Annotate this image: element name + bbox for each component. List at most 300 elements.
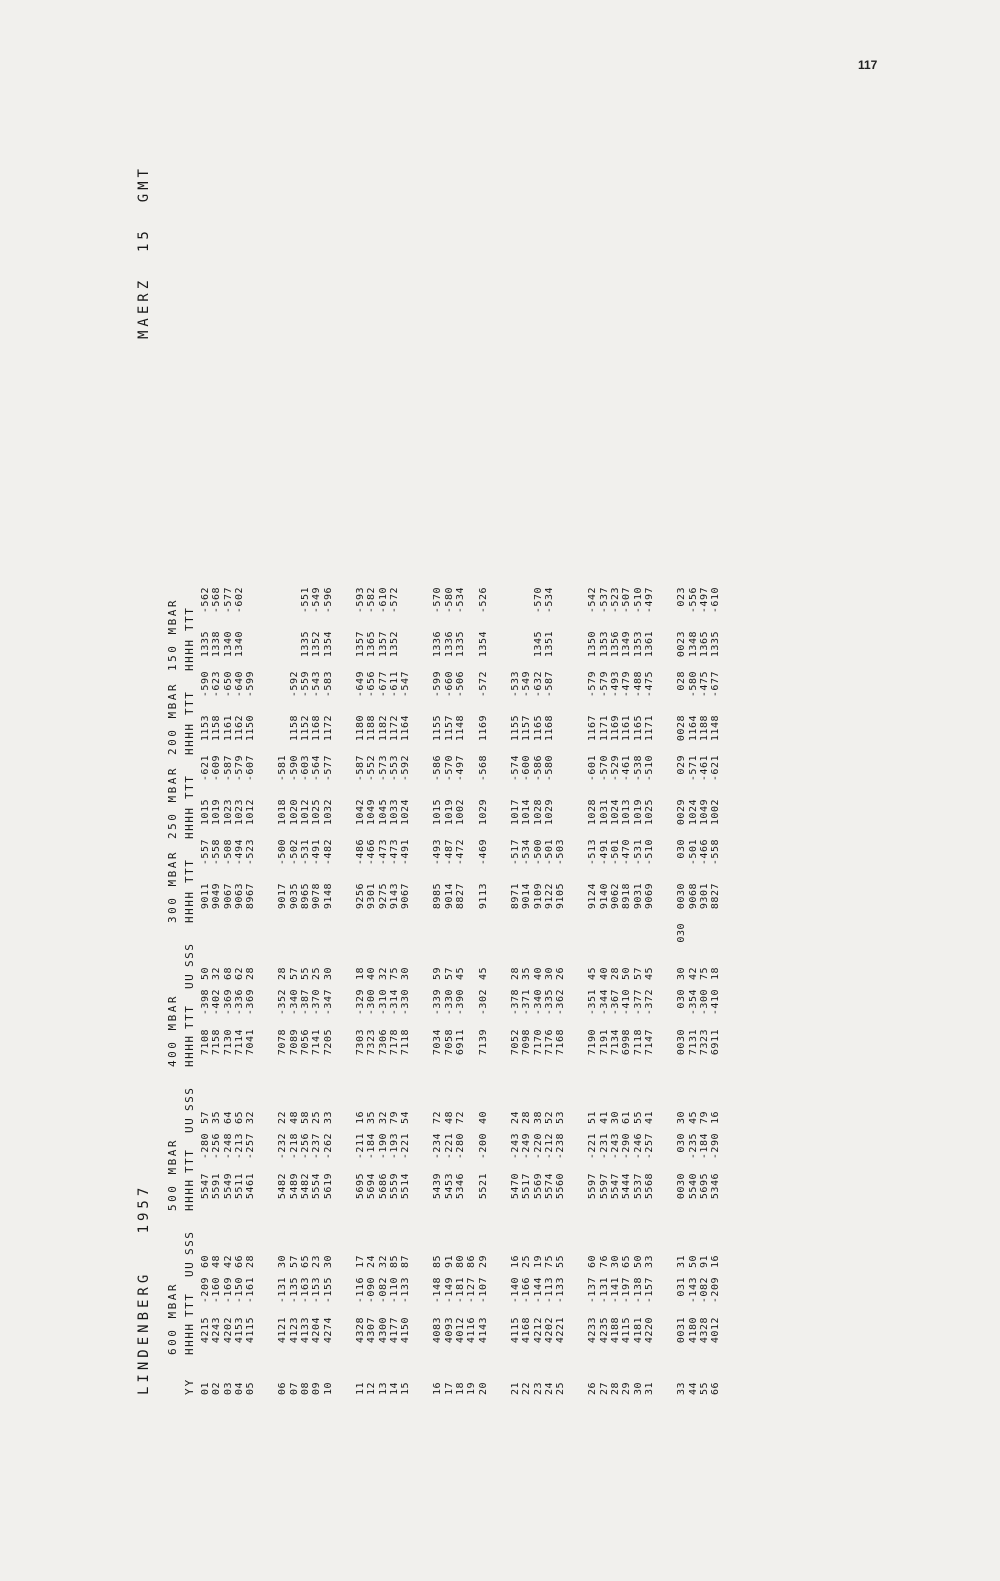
day-cell: 22: [521, 1381, 533, 1395]
value-cell: 4307: [366, 1317, 378, 1344]
value-cell: -572: [477, 671, 489, 698]
value-cell: 28: [277, 967, 289, 981]
value-cell: 30: [322, 1255, 334, 1269]
value-cell: [610, 923, 621, 967]
value-cell: -507: [621, 587, 633, 614]
value-cell: -553: [388, 755, 400, 782]
value-cell: [466, 671, 477, 715]
value-cell: 1023: [222, 799, 234, 826]
value-cell: 7089: [288, 1029, 300, 1056]
value-cell: 38: [532, 1111, 544, 1125]
value-cell: 1028: [587, 799, 599, 826]
value-cell: 1361: [643, 631, 655, 658]
day-cell: 23: [532, 1381, 544, 1395]
value-cell: [644, 923, 655, 967]
value-cell: -148: [432, 1277, 444, 1304]
value-cell: [533, 923, 544, 967]
day-cell: 02: [211, 1381, 223, 1395]
value-cell: 51: [587, 1111, 599, 1125]
value-cell: -549: [311, 587, 323, 614]
value-cell: [587, 1067, 598, 1111]
value-cell: -131: [598, 1277, 610, 1304]
value-cell: [355, 1211, 366, 1255]
value-cell: -558: [710, 839, 722, 866]
value-cell: [300, 1211, 311, 1255]
value-cell: [466, 1211, 477, 1255]
value-cell: 9078: [311, 883, 323, 910]
value-cell: -582: [366, 587, 378, 614]
value-cell: [710, 1211, 721, 1255]
day-cell: 26: [587, 1381, 599, 1395]
value-cell: [311, 1067, 322, 1111]
value-cell: 62: [233, 967, 245, 981]
value-cell: [223, 1067, 234, 1111]
value-cell: 1029: [477, 799, 489, 826]
value-cell: -257: [245, 1133, 257, 1160]
day-cell: 12: [366, 1381, 378, 1395]
value-cell: 29: [477, 1255, 489, 1269]
value-cell: 1024: [400, 799, 412, 826]
value-cell: 1168: [311, 715, 323, 742]
table-row: [587, 587, 598, 1395]
column-header: SSS: [183, 1086, 196, 1111]
value-cell: 1352: [311, 631, 323, 658]
value-cell: [633, 1211, 644, 1255]
value-cell: [533, 1211, 544, 1255]
value-cell: -220: [532, 1133, 544, 1160]
value-cell: 1157: [443, 715, 455, 742]
value-cell: 1045: [377, 799, 389, 826]
day-cell: 28: [610, 1381, 622, 1395]
value-cell: -533: [509, 671, 521, 698]
table-row: [478, 587, 489, 1395]
value-cell: -577: [322, 755, 334, 782]
value-cell: 30: [676, 1111, 688, 1125]
value-cell: [400, 1211, 411, 1255]
value-cell: 4221: [555, 1317, 567, 1344]
day-cell: 18: [455, 1381, 467, 1395]
value-cell: -677: [377, 671, 389, 698]
value-cell: [400, 1067, 411, 1111]
value-cell: 7205: [322, 1029, 334, 1056]
value-cell: -246: [632, 1133, 644, 1160]
value-cell: 65: [300, 1255, 312, 1269]
value-cell: 030: [676, 1133, 688, 1153]
day-cell: 27: [598, 1381, 610, 1395]
value-cell: [587, 1211, 598, 1255]
value-cell: -677: [710, 671, 722, 698]
value-cell: -580: [443, 587, 455, 614]
value-cell: 65: [621, 1255, 633, 1269]
value-cell: -362: [555, 989, 567, 1016]
value-cell: 7176: [543, 1029, 555, 1056]
value-cell: 9063: [233, 883, 245, 910]
value-cell: [211, 1067, 222, 1111]
value-cell: 30: [676, 967, 688, 981]
value-cell: 1336: [443, 631, 455, 658]
value-cell: 0030: [676, 1029, 688, 1056]
value-cell: 48: [288, 1111, 300, 1125]
value-cell: [444, 1067, 455, 1111]
value-cell: -367: [610, 989, 622, 1016]
column-header: SSS: [183, 1230, 196, 1255]
value-cell: -140: [509, 1277, 521, 1304]
value-cell: -200: [477, 1133, 489, 1160]
value-cell: -221: [443, 1133, 455, 1160]
value-cell: -211: [354, 1133, 366, 1160]
value-cell: 1353: [632, 631, 644, 658]
value-cell: -155: [322, 1277, 334, 1304]
value-cell: -354: [687, 989, 699, 1016]
value-cell: 9140: [598, 883, 610, 910]
value-cell: -543: [311, 671, 323, 698]
value-cell: -542: [587, 587, 599, 614]
value-cell: -602: [233, 587, 245, 614]
value-cell: [599, 1211, 610, 1255]
value-cell: 35: [211, 1111, 223, 1125]
value-cell: 4133: [300, 1317, 312, 1344]
value-cell: 5694: [366, 1173, 378, 1200]
value-cell: 7139: [477, 1029, 489, 1056]
value-cell: 30: [610, 1111, 622, 1125]
table-row: [644, 587, 655, 1395]
value-cell: 4243: [211, 1317, 223, 1344]
value-cell: -190: [377, 1133, 389, 1160]
value-cell: -660: [443, 671, 455, 698]
table-row: [234, 587, 245, 1395]
day-cell: 04: [233, 1381, 245, 1395]
table-row: [688, 587, 699, 1395]
day-cell: 10: [322, 1381, 334, 1395]
value-cell: [555, 587, 566, 631]
value-cell: [521, 587, 532, 631]
value-cell: 1188: [366, 715, 378, 742]
value-cell: -369: [222, 989, 234, 1016]
value-cell: 1017: [509, 799, 521, 826]
value-cell: 41: [598, 1111, 610, 1125]
value-cell: -632: [532, 671, 544, 698]
value-cell: 8971: [509, 883, 521, 910]
value-cell: 7158: [211, 1029, 223, 1056]
value-cell: 4204: [311, 1317, 323, 1344]
value-cell: -640: [233, 671, 245, 698]
column-header: UU: [183, 972, 196, 989]
value-cell: 1002: [455, 799, 467, 826]
value-cell: [234, 1067, 245, 1111]
value-cell: -556: [687, 587, 699, 614]
value-cell: -570: [443, 755, 455, 782]
value-cell: -330: [443, 989, 455, 1016]
value-cell: 1012: [300, 799, 312, 826]
value-cell: [366, 923, 377, 967]
value-cell: -339: [432, 989, 444, 1016]
value-cell: [234, 1211, 245, 1255]
value-cell: -486: [354, 839, 366, 866]
value-cell: 4212: [532, 1317, 544, 1344]
value-cell: -501: [687, 839, 699, 866]
value-cell: -609: [211, 755, 223, 782]
value-cell: 91: [443, 1255, 455, 1269]
value-cell: [200, 923, 211, 967]
value-cell: 1020: [288, 799, 300, 826]
value-cell: [466, 715, 477, 755]
value-cell: [510, 631, 521, 671]
value-cell: -110: [388, 1277, 400, 1304]
value-cell: 4093: [443, 1317, 455, 1344]
day-cell: 11: [354, 1381, 366, 1395]
value-cell: 7056: [300, 1029, 312, 1056]
value-cell: 25: [311, 967, 323, 981]
value-cell: 7078: [277, 1029, 289, 1056]
value-cell: 61: [621, 1111, 633, 1125]
value-cell: [277, 1067, 288, 1111]
value-cell: [378, 923, 389, 967]
value-cell: [710, 1067, 721, 1111]
value-cell: 28: [245, 1255, 257, 1269]
value-cell: [366, 1067, 377, 1111]
column-header: UU: [183, 1260, 196, 1277]
value-cell: -336: [233, 989, 245, 1016]
value-cell: -502: [288, 839, 300, 866]
value-cell: 5346: [455, 1173, 467, 1200]
value-cell: -579: [233, 755, 245, 782]
value-cell: -347: [322, 989, 334, 1016]
value-cell: -506: [455, 671, 467, 698]
value-cell: -573: [377, 755, 389, 782]
value-cell: -243: [610, 1133, 622, 1160]
column-header: HHHH: [183, 722, 196, 755]
value-cell: 28: [521, 1111, 533, 1125]
value-cell: [323, 923, 334, 967]
value-cell: 4233: [587, 1317, 599, 1344]
value-cell: 1049: [698, 799, 710, 826]
value-cell: -523: [610, 587, 622, 614]
value-cell: -587: [354, 755, 366, 782]
value-cell: 66: [233, 1255, 245, 1269]
value-cell: -475: [698, 671, 710, 698]
value-cell: -534: [455, 587, 467, 614]
value-cell: -587: [543, 671, 555, 698]
value-cell: 4115: [509, 1317, 521, 1344]
value-cell: [466, 1067, 477, 1111]
value-cell: [289, 1211, 300, 1255]
table-row: [444, 587, 455, 1395]
value-cell: -234: [432, 1133, 444, 1160]
value-cell: 1188: [698, 715, 710, 742]
value-cell: 64: [222, 1111, 234, 1125]
value-cell: 1165: [532, 715, 544, 742]
value-cell: [234, 923, 245, 967]
value-cell: -487: [443, 839, 455, 866]
value-cell: -193: [388, 1133, 400, 1160]
value-cell: -579: [587, 671, 599, 698]
value-cell: -510: [632, 587, 644, 614]
day-cell: 08: [300, 1381, 312, 1395]
value-cell: 75: [543, 1255, 555, 1269]
value-cell: 5453: [443, 1173, 455, 1200]
value-cell: [466, 1029, 477, 1067]
value-cell: -184: [366, 1133, 378, 1160]
value-cell: 85: [432, 1255, 444, 1269]
value-cell: -410: [621, 989, 633, 1016]
value-cell: -410: [710, 989, 722, 1016]
day-cell: 13: [377, 1381, 389, 1395]
value-cell: [633, 923, 644, 967]
value-cell: -590: [200, 671, 211, 698]
table-row: [599, 587, 610, 1395]
day-cell: 15: [400, 1381, 412, 1395]
value-cell: 7108: [200, 1029, 211, 1056]
value-cell: -513: [587, 839, 599, 866]
value-cell: -623: [211, 671, 223, 698]
value-cell: 7052: [509, 1029, 521, 1056]
table-row: [366, 587, 377, 1395]
value-cell: 4168: [521, 1317, 533, 1344]
value-cell: -580: [687, 671, 699, 698]
value-cell: 7168: [555, 1029, 567, 1056]
value-cell: -237: [311, 1133, 323, 1160]
value-cell: 1019: [211, 799, 223, 826]
value-cell: 5540: [687, 1173, 699, 1200]
value-cell: -517: [509, 839, 521, 866]
value-cell: 30: [277, 1255, 289, 1269]
value-cell: -472: [455, 839, 467, 866]
value-cell: 1172: [322, 715, 334, 742]
column-header: HHHH: [183, 1322, 196, 1355]
value-cell: -621: [200, 755, 211, 782]
value-cell: 7190: [587, 1029, 599, 1056]
value-cell: 28: [509, 967, 521, 981]
value-cell: [599, 1067, 610, 1111]
value-cell: [466, 1133, 477, 1173]
value-cell: 4181: [632, 1317, 644, 1344]
value-cell: 91: [698, 1255, 710, 1269]
value-cell: -503: [555, 839, 567, 866]
value-cell: 45: [643, 967, 655, 981]
value-cell: 8965: [300, 883, 312, 910]
value-cell: 9109: [532, 883, 544, 910]
column-header: HHHH: [183, 806, 196, 839]
value-cell: [323, 1211, 334, 1255]
value-cell: 80: [455, 1255, 467, 1269]
value-cell: -243: [509, 1133, 521, 1160]
value-cell: -461: [621, 755, 633, 782]
value-cell: -221: [400, 1133, 412, 1160]
value-cell: -212: [543, 1133, 555, 1160]
day-cell: 21: [509, 1381, 521, 1395]
table-row: [223, 587, 234, 1395]
table-row: [378, 587, 389, 1395]
day-cell: 06: [277, 1381, 289, 1395]
value-cell: 32: [245, 1111, 257, 1125]
value-cell: 8918: [621, 883, 633, 910]
value-cell: -466: [698, 839, 710, 866]
value-cell: 4012: [455, 1317, 467, 1344]
value-cell: [510, 1067, 521, 1111]
value-cell: [323, 1067, 334, 1111]
value-cell: [466, 587, 477, 631]
value-cell: [211, 923, 222, 967]
value-cell: [466, 799, 477, 839]
value-cell: -300: [366, 989, 378, 1016]
value-cell: 7118: [632, 1029, 644, 1056]
value-cell: [311, 1211, 322, 1255]
value-cell: [644, 1067, 655, 1111]
value-cell: 1148: [455, 715, 467, 742]
value-cell: 5574: [543, 1173, 555, 1200]
value-cell: 57: [288, 1255, 300, 1269]
value-cell: [245, 1067, 256, 1111]
value-cell: -335: [543, 989, 555, 1016]
day-cell: 03: [222, 1381, 234, 1395]
day-cell: 19: [466, 1381, 478, 1395]
value-cell: [223, 923, 234, 967]
value-cell: [633, 1067, 644, 1111]
value-cell: -221: [587, 1133, 599, 1160]
value-cell: 0029: [676, 799, 688, 826]
value-cell: -137: [587, 1277, 599, 1304]
value-cell: 9275: [377, 883, 389, 910]
value-cell: -501: [543, 839, 555, 866]
value-cell: 9017: [277, 883, 289, 910]
value-cell: 1349: [621, 631, 633, 658]
value-cell: 1015: [432, 799, 444, 826]
value-cell: [610, 1211, 621, 1255]
value-cell: 5511: [233, 1173, 245, 1200]
column-header: HHHH: [183, 1178, 196, 1211]
value-cell: -377: [632, 989, 644, 1016]
value-cell: 33: [643, 1255, 655, 1269]
day-cell: 29: [621, 1381, 633, 1395]
value-cell: 1350: [587, 631, 599, 658]
value-cell: 1164: [687, 715, 699, 742]
value-cell: 1353: [598, 631, 610, 658]
value-cell: 4235: [598, 1317, 610, 1344]
value-cell: 8985: [432, 883, 444, 910]
value-cell: 1336: [432, 631, 444, 658]
value-cell: 1158: [211, 715, 223, 742]
value-cell: -290: [710, 1133, 722, 1160]
value-cell: -143: [687, 1277, 699, 1304]
value-cell: [378, 1067, 389, 1111]
table-row: [621, 587, 632, 1395]
table-row: [555, 587, 566, 1395]
value-cell: [521, 631, 532, 671]
value-cell: -570: [598, 755, 610, 782]
value-cell: 1164: [400, 715, 412, 742]
value-cell: [311, 923, 322, 967]
column-header: SSS: [183, 942, 196, 967]
value-cell: -497: [643, 587, 655, 614]
value-cell: -510: [643, 755, 655, 782]
value-cell: [621, 1067, 632, 1111]
value-cell: 5482: [277, 1173, 289, 1200]
value-cell: 4123: [288, 1317, 300, 1344]
value-cell: [277, 587, 288, 631]
value-cell: -610: [377, 587, 389, 614]
value-cell: -340: [532, 989, 544, 1016]
value-cell: [466, 989, 477, 1029]
value-cell: -599: [432, 671, 444, 698]
date-title: MAERZ 15 GMT: [136, 165, 152, 340]
value-cell: -562: [200, 587, 211, 614]
table-row: [633, 587, 644, 1395]
column-header: TTT: [183, 774, 196, 799]
value-cell: 1180: [354, 715, 366, 742]
value-cell: [533, 1067, 544, 1111]
value-cell: [245, 1211, 256, 1255]
value-cell: 79: [388, 1111, 400, 1125]
